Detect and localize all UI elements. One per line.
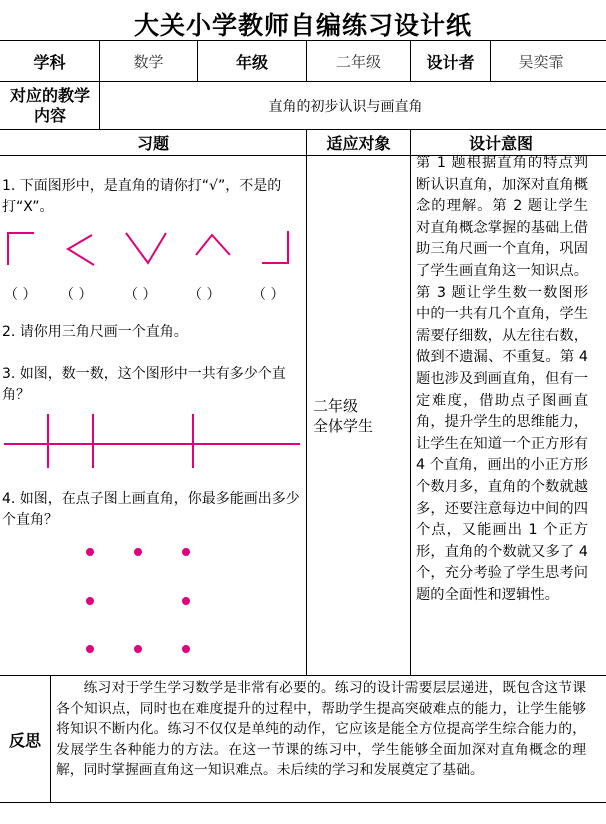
question-2: 2. 请你用三角尺画一个直角。 [2,324,188,340]
designer-value: 吴奕霏 [518,52,564,71]
grid-dot [182,548,190,556]
acute-angle-figure [68,235,94,265]
grade-value: 二年级 [335,52,381,71]
question-4: 4. 如图，在点子图上画直角，你最多能画出多少个直角？ [2,491,300,528]
table-rule [410,129,411,675]
grid-dot [86,597,94,605]
answer-blank-5[interactable]: （ ） [252,287,285,303]
angle-figures [0,225,306,271]
right-angle-figure-2 [262,231,288,263]
question-1: 1. 下面图形中，是直角的请你打“√”，不是的打“X”。 [2,178,282,215]
designer-label: 设计者 [426,52,475,72]
grid-dot [182,597,190,605]
grid-dot [134,548,142,556]
answer-blank-2[interactable]: （ ） [60,287,93,303]
page-title: 大关小学教师自编练习设计纸 [133,11,472,40]
table-rule [50,675,51,802]
content-label: 对应的教学内容 [9,85,90,125]
table-rule [0,675,606,676]
design-intent-text: 第 1 题根据直角的特点判断认识直角，加深对直角概念的理解。第 2 题让学生对直角概念掌握的基础上借助三角尺画一个直角，巩固了学生画直角这一知识点。第 3 题让学生数一数图形中的一共有几个直角，学生需要仔细数，从左往右数，做到不遗漏、不重复。第 4 题也涉及到画直角，但有一定难度，借助点子图画直角，提升学生的思维能力，让学生在知道一个正方形有 4 个直角，画出的小正方形个数月多，直角的个数就越多，还要注意每边中间的四个点，又能画出 1 个正方形，直角的个数就又多了 4 个，充分考验了学生思考问题的全面性和逻辑性。 [416,155,588,603]
right-angle-figure-1 [8,233,34,265]
table-rule [0,802,606,803]
question-3: 3. 如图，数一数，这个图形中一共有多少个直角？ [2,366,286,403]
grid-dot [134,645,142,653]
reflection-text: 练习对于学生学习数学是非常有必要的。练习的设计需要层层递进，既包含这节课各个知识点，同时也在难度提升的过程中，帮助学生提高突破难点的能力，让学生能够将知识不断内化。练习不仅仅是单纯的动作，它应该是能全方位提高学生综合能力的，发展学生各种能力的方法。在这一节课的练习中，学生能够全面加深对直角概念的理解，同时掌握画直角这一知识难点。未后续的学习和发展奠定了基础。 [56,680,586,779]
subject-label: 学科 [33,52,66,72]
grid-dot [86,548,94,556]
reflection-label: 反思 [8,730,41,750]
exercise-header: 习题 [136,134,169,153]
answer-blank-1[interactable]: （ ） [4,287,37,303]
content-value: 直角的初步认识与画直角 [268,98,423,115]
grade-label: 年级 [235,52,268,72]
grid-dot [86,645,94,653]
table-rule [306,129,307,675]
grid-dot [182,645,190,653]
line-figure [0,412,306,472]
audience-value: 二年级 全体学生 [313,397,374,435]
subject-value: 数学 [133,52,164,71]
audience-header: 适应对象 [326,134,391,153]
intent-header: 设计意图 [468,134,533,153]
answer-blank-3[interactable]: （ ） [124,287,157,303]
answer-blank-4[interactable]: （ ） [188,287,221,303]
v-angle-figure [126,233,166,263]
caret-angle-figure [196,235,230,255]
